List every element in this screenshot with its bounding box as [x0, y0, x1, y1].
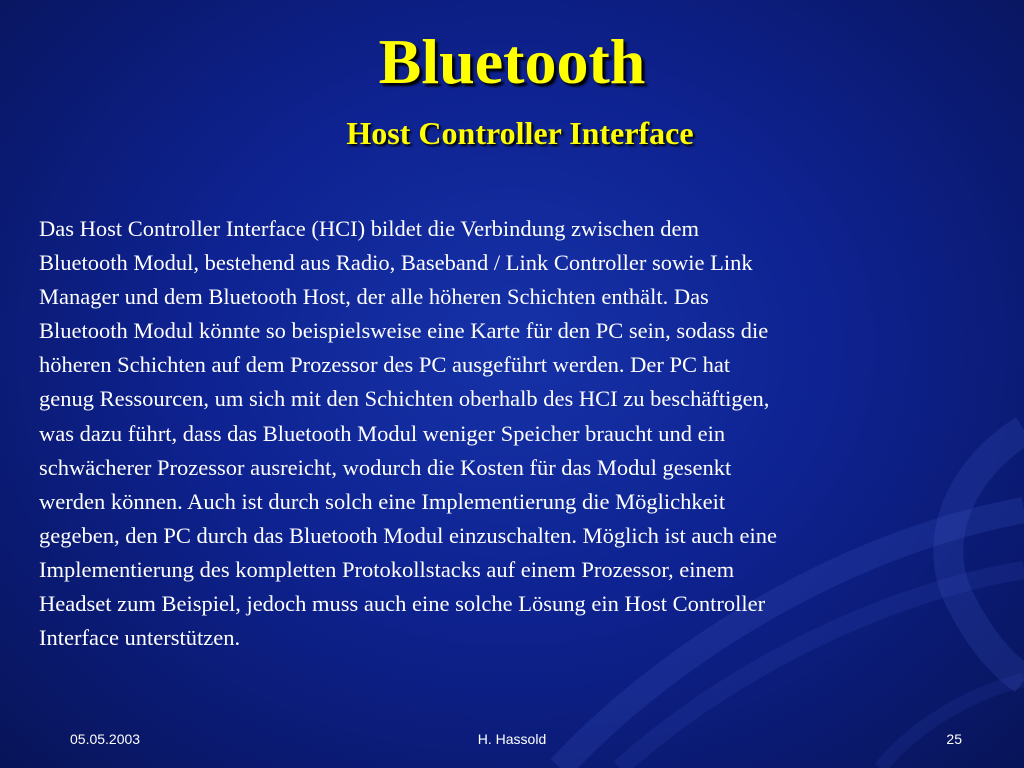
body-line: gegeben, den PC durch das Bluetooth Modul einzuschalten. Möglich ist auch eine	[39, 522, 777, 548]
body-line: Das Host Controller Interface (HCI) bildet die Verbindung zwischen dem	[39, 216, 700, 241]
slide-title: Bluetooth	[378, 26, 646, 97]
body-line: Headset zum Beispiel, jedoch muss auch eine solche Lösung ein Host Controller	[39, 591, 766, 617]
body-line: Bluetooth Modul, bestehend aus Radio, Baseband / Link Controller sowie Link	[39, 250, 753, 276]
body-line: Manager und dem Bluetooth Host, der alle höheren Schichten enthält. Das	[39, 284, 709, 310]
footer-author: H. Hassold	[477, 731, 547, 747]
body-line: höheren Schichten auf dem Prozessor des PC ausgeführt werden. Der PC hat	[39, 352, 731, 378]
body-line: genug Ressourcen, um sich mit den Schichten oberhalb des HCI zu beschäftigen,	[39, 386, 770, 412]
body-line: schwächerer Prozessor ausreicht, wodurch die Kosten für das Modul gesenkt	[39, 454, 732, 480]
body-line: was dazu führt, dass das Bluetooth Modul weniger Speicher braucht und ein	[39, 420, 726, 446]
body-line: werden können. Auch ist durch solch eine Implementierung die Möglichkeit	[39, 488, 726, 514]
body-paragraph	[39, 212, 959, 655]
slide-subtitle: Host Controller Interface	[346, 115, 694, 151]
body-line: Interface unterstützen.	[39, 625, 241, 651]
body-line: Bluetooth Modul könnte so beispielsweise eine Karte für den PC sein, sodass die	[39, 318, 769, 344]
footer-date: 05.05.2003	[70, 731, 141, 747]
body-line: Implementierung des kompletten Protokollstacks auf einem Prozessor, einem	[39, 556, 735, 582]
footer-page-number: 25	[946, 731, 962, 747]
